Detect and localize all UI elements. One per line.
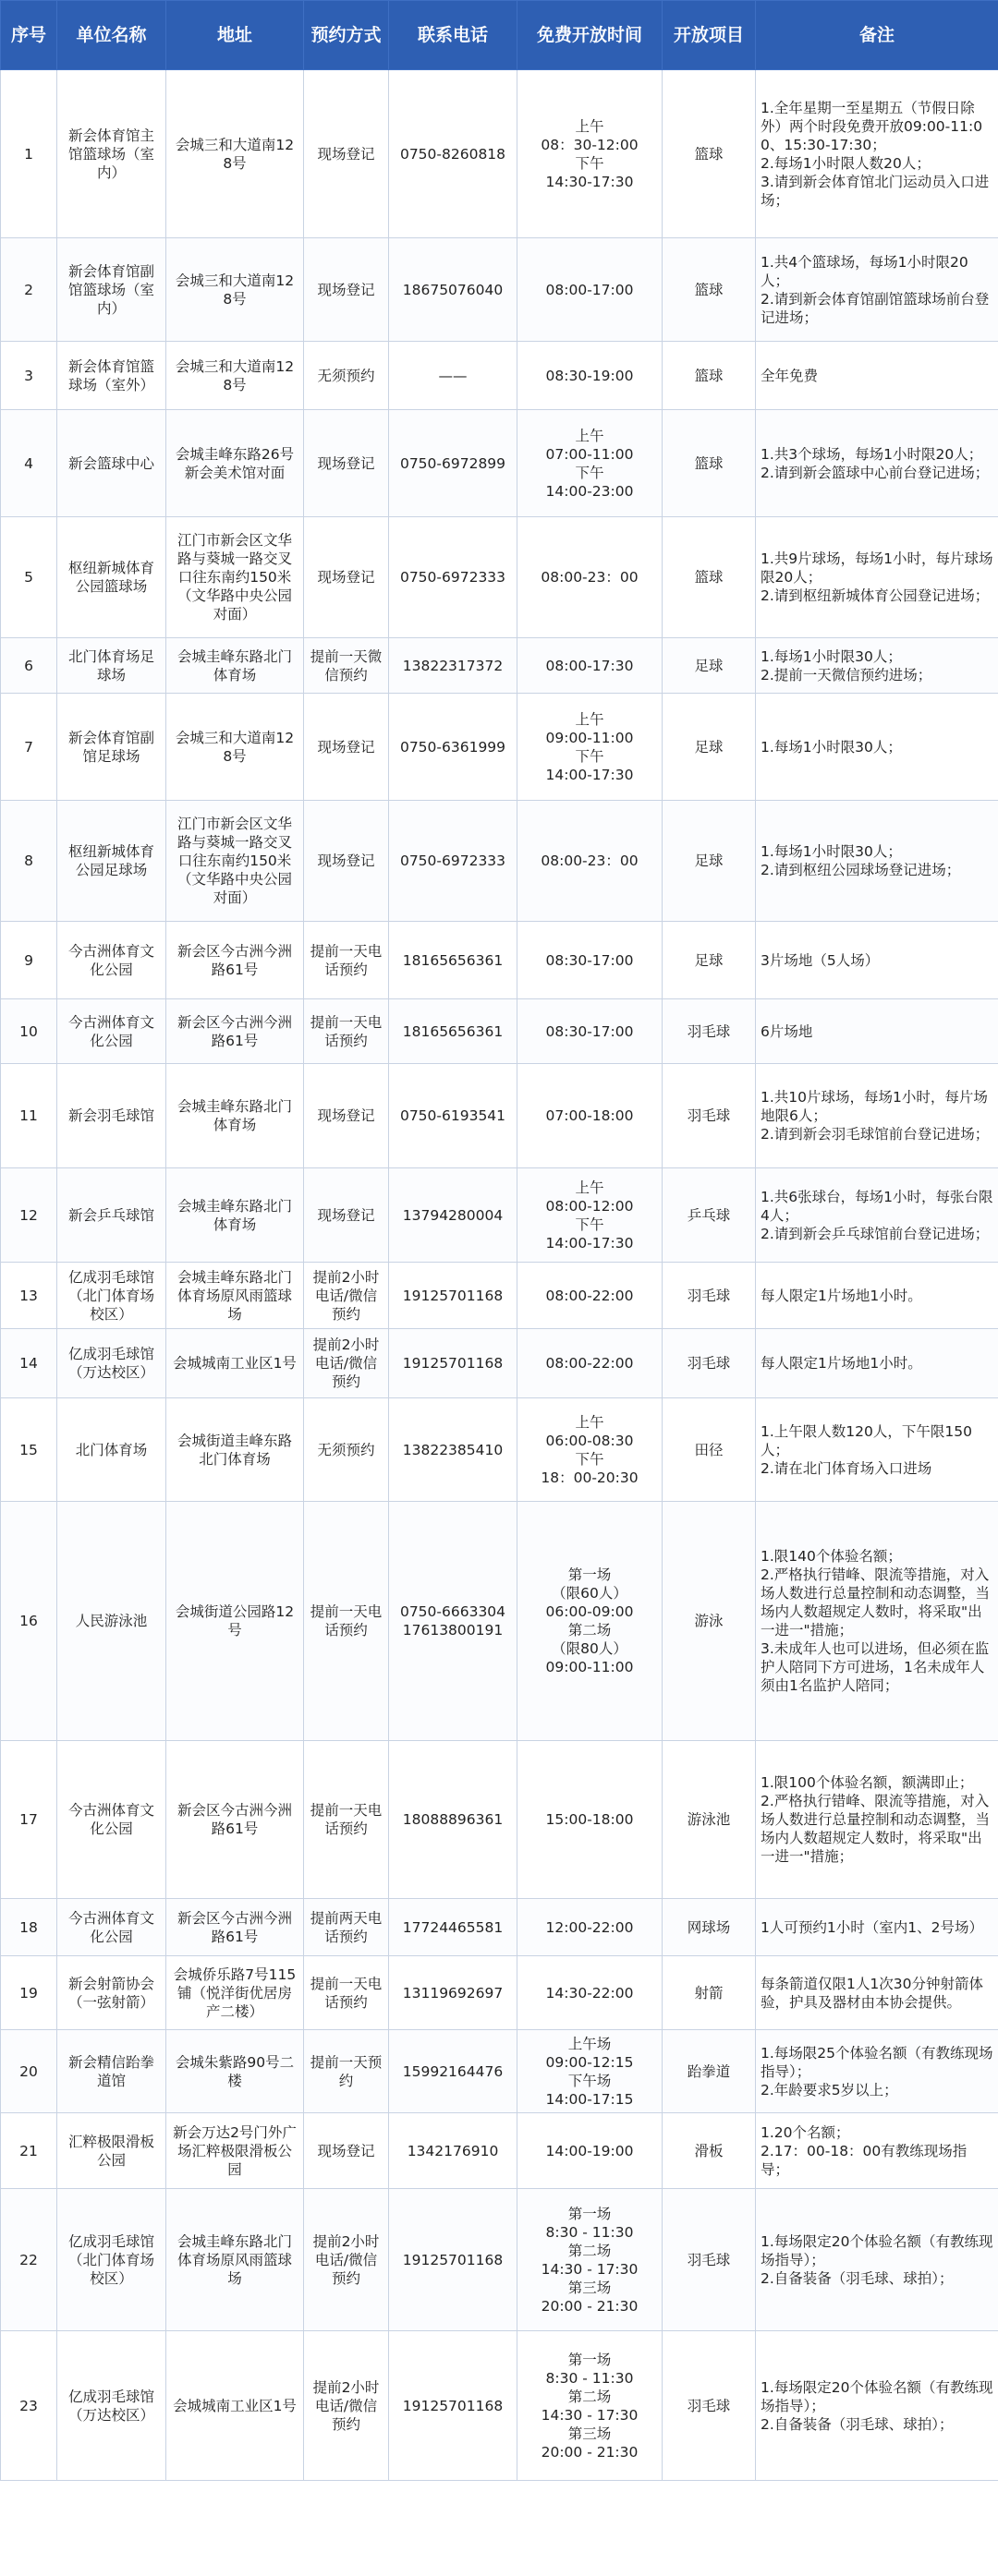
cell-index: 18 (1, 1899, 57, 1956)
cell-notes: 1.每场1小时限30人； 2.提前一天微信预约进场； (756, 638, 998, 694)
cell-venue: 新会羽毛球馆 (57, 1064, 166, 1168)
cell-hours: 08:00-22:00 (517, 1263, 663, 1329)
cell-venue: 亿成羽毛球馆（北门体育场校区） (57, 2189, 166, 2331)
table-row (1, 1263, 998, 1329)
table-row (1, 2113, 998, 2189)
cell-hours: 08:30-19:00 (517, 342, 663, 410)
cell-hours: 08:00-22:00 (517, 1329, 663, 1398)
cell-notes: 1.共4个篮球场，每场1小时限20人； 2.请到新会体育馆副馆篮球场前台登记进场； (756, 238, 998, 342)
cell-phone: 0750-6663304 17613800191 (389, 1502, 517, 1741)
cell-notes: 1.共6张球台，每场1小时，每张台限4人； 2.请到新会乒乓球馆前台登记进场； (756, 1168, 998, 1263)
cell-address: 会城城南工业区1号 (166, 1329, 304, 1398)
table-row (1, 801, 998, 922)
cell-phone: 13822317372 (389, 638, 517, 694)
cell-notes: 1.共9片球场，每场1小时，每片球场限20人； 2.请到枢纽新城体育公园登记进场； (756, 517, 998, 638)
cell-index: 14 (1, 1329, 57, 1398)
cell-notes: 6片场地 (756, 999, 998, 1064)
cell-notes: 3片场地（5人场） (756, 922, 998, 999)
cell-venue: 新会乒乓球馆 (57, 1168, 166, 1263)
cell-booking: 现场登记 (304, 1064, 389, 1168)
col-header-index: 序号 (1, 1, 57, 70)
cell-booking: 提前2小时电话/微信预约 (304, 1263, 389, 1329)
cell-sport: 篮球 (663, 410, 756, 517)
cell-address: 会城三和大道南128号 (166, 70, 304, 238)
cell-address: 会城街道公园路12号 (166, 1502, 304, 1741)
table-row (1, 1329, 998, 1398)
cell-sport: 乒乓球 (663, 1168, 756, 1263)
cell-phone: —— (389, 342, 517, 410)
cell-sport: 滑板 (663, 2113, 756, 2189)
cell-booking: 现场登记 (304, 238, 389, 342)
cell-phone: 18675076040 (389, 238, 517, 342)
cell-hours: 第一场 8:30 - 11:30 第二场 14:30 - 17:30 第三场 20:00 - 21:30 (517, 2189, 663, 2331)
cell-notes: 每条箭道仅限1人1次30分钟射箭体验，护具及器材由本协会提供。 (756, 1956, 998, 2030)
cell-booking: 提前2小时电话/微信预约 (304, 2331, 389, 2481)
cell-venue: 新会体育馆副馆足球场 (57, 694, 166, 801)
cell-venue: 今古洲体育文化公园 (57, 1741, 166, 1899)
cell-notes: 1.共3个球场，每场1小时限20人； 2.请到新会篮球中心前台登记进场； (756, 410, 998, 517)
table-row (1, 2331, 998, 2481)
cell-sport: 射箭 (663, 1956, 756, 2030)
cell-booking: 现场登记 (304, 2113, 389, 2189)
cell-hours: 第一场 （限60人） 06:00-09:00 第二场 （限80人） 09:00-11:00 (517, 1502, 663, 1741)
cell-index: 17 (1, 1741, 57, 1899)
cell-phone: 19125701168 (389, 1329, 517, 1398)
cell-sport: 篮球 (663, 517, 756, 638)
table-row (1, 694, 998, 801)
table-row (1, 70, 998, 238)
cell-index: 16 (1, 1502, 57, 1741)
cell-address: 会城三和大道南128号 (166, 238, 304, 342)
cell-address: 会城侨乐路7号115铺（悦洋街优居房产二楼） (166, 1956, 304, 2030)
cell-index: 9 (1, 922, 57, 999)
cell-booking: 提前一天预约 (304, 2030, 389, 2113)
cell-hours: 07:00-18:00 (517, 1064, 663, 1168)
cell-sport: 羽毛球 (663, 1329, 756, 1398)
cell-hours: 08:00-17:30 (517, 638, 663, 694)
cell-sport: 游泳池 (663, 1741, 756, 1899)
cell-index: 1 (1, 70, 57, 238)
cell-phone: 19125701168 (389, 1263, 517, 1329)
cell-hours: 12:00-22:00 (517, 1899, 663, 1956)
cell-index: 20 (1, 2030, 57, 2113)
cell-index: 4 (1, 410, 57, 517)
cell-hours: 上午 07:00-11:00 下午 14:00-23:00 (517, 410, 663, 517)
cell-index: 12 (1, 1168, 57, 1263)
cell-sport: 羽毛球 (663, 2189, 756, 2331)
cell-index: 5 (1, 517, 57, 638)
cell-index: 15 (1, 1398, 57, 1502)
cell-notes: 1.上午限人数120人，下午限150人； 2.请在北门体育场入口进场 (756, 1398, 998, 1502)
table-body (1, 70, 998, 2481)
cell-venue: 人民游泳池 (57, 1502, 166, 1741)
cell-hours: 上午 06:00-08:30 下午 18：00-20:30 (517, 1398, 663, 1502)
cell-index: 19 (1, 1956, 57, 2030)
cell-sport: 羽毛球 (663, 1064, 756, 1168)
cell-booking: 现场登记 (304, 1168, 389, 1263)
cell-phone: 13794280004 (389, 1168, 517, 1263)
cell-booking: 现场登记 (304, 694, 389, 801)
cell-phone: 0750-6972333 (389, 801, 517, 922)
cell-address: 会城圭峰东路26号 新会美术馆对面 (166, 410, 304, 517)
cell-address: 江门市新会区文华路与葵城一路交叉口往东南约150米（文华路中央公园对面） (166, 801, 304, 922)
cell-phone: 17724465581 (389, 1899, 517, 1956)
cell-hours: 14:00-19:00 (517, 2113, 663, 2189)
cell-index: 13 (1, 1263, 57, 1329)
cell-notes: 1.每场1小时限30人； (756, 694, 998, 801)
cell-notes: 1.限100个体验名额，额满即止； 2.严格执行错峰、限流等措施，对入场人数进行总量控制和动态调整，当场内人数超规定人数时，将采取"出一进一"措施； (756, 1741, 998, 1899)
cell-phone: 13822385410 (389, 1398, 517, 1502)
cell-address: 新会万达2号门外广场汇粹极限滑板公园 (166, 2113, 304, 2189)
cell-venue: 新会体育馆篮球场（室外） (57, 342, 166, 410)
cell-sport: 足球 (663, 801, 756, 922)
cell-index: 11 (1, 1064, 57, 1168)
cell-phone: 0750-6361999 (389, 694, 517, 801)
cell-notes: 每人限定1片场地1小时。 (756, 1263, 998, 1329)
cell-hours: 第一场 8:30 - 11:30 第二场 14:30 - 17:30 第三场 20:00 - 21:30 (517, 2331, 663, 2481)
table-row (1, 922, 998, 999)
header-row (1, 1, 998, 70)
cell-phone: 1342176910 (389, 2113, 517, 2189)
cell-venue: 今古洲体育文化公园 (57, 1899, 166, 1956)
cell-venue: 汇粹极限滑板公园 (57, 2113, 166, 2189)
cell-booking: 提前一天电话预约 (304, 1741, 389, 1899)
table-row (1, 2030, 998, 2113)
cell-notes: 1.限140个体验名额； 2.严格执行错峰、限流等措施，对入场人数进行总量控制和动态调整，当场内人数超规定人数时，将采取"出一进一"措施； 3.未成年人也可以进场，但必须在监护人陪同下方可进场，1名未成年人须由1名监护人陪同； (756, 1502, 998, 1741)
cell-phone: 19125701168 (389, 2331, 517, 2481)
col-header-hours: 免费开放时间 (517, 1, 663, 70)
cell-address: 会城城南工业区1号 (166, 2331, 304, 2481)
cell-hours: 上午 09:00-11:00 下午 14:00-17:30 (517, 694, 663, 801)
table-row (1, 1956, 998, 2030)
cell-address: 会城圭峰东路北门体育场 (166, 1064, 304, 1168)
cell-venue: 新会体育馆主馆篮球场（室内） (57, 70, 166, 238)
cell-booking: 现场登记 (304, 410, 389, 517)
cell-notes: 1.每场限定20个体验名额（有教练现场指导）； 2.自备装备（羽毛球、球拍）； (756, 2189, 998, 2331)
cell-venue: 亿成羽毛球馆（万达校区） (57, 2331, 166, 2481)
cell-index: 22 (1, 2189, 57, 2331)
cell-booking: 提前一天电话预约 (304, 1502, 389, 1741)
cell-hours: 上午 08:00-12:00 下午 14:00-17:30 (517, 1168, 663, 1263)
table-row (1, 638, 998, 694)
cell-booking: 提前2小时电话/微信预约 (304, 2189, 389, 2331)
cell-index: 10 (1, 999, 57, 1064)
table-row (1, 1064, 998, 1168)
cell-phone: 0750-6193541 (389, 1064, 517, 1168)
col-header-sport: 开放项目 (663, 1, 756, 70)
cell-booking: 现场登记 (304, 517, 389, 638)
cell-address: 会城圭峰东路北门体育场 (166, 638, 304, 694)
cell-address: 新会区今古洲今洲路61号 (166, 999, 304, 1064)
cell-address: 会城三和大道南128号 (166, 342, 304, 410)
table-row (1, 999, 998, 1064)
cell-index: 3 (1, 342, 57, 410)
table-row (1, 410, 998, 517)
cell-sport: 足球 (663, 638, 756, 694)
cell-sport: 跆拳道 (663, 2030, 756, 2113)
cell-notes: 全年免费 (756, 342, 998, 410)
cell-index: 6 (1, 638, 57, 694)
cell-address: 会城三和大道南128号 (166, 694, 304, 801)
cell-booking: 提前一天电话预约 (304, 999, 389, 1064)
cell-phone: 18165656361 (389, 922, 517, 999)
cell-phone: 15992164476 (389, 2030, 517, 2113)
cell-venue: 枢纽新城体育公园足球场 (57, 801, 166, 922)
cell-phone: 18165656361 (389, 999, 517, 1064)
table-row (1, 2189, 998, 2331)
cell-booking: 现场登记 (304, 801, 389, 922)
cell-venue: 亿成羽毛球馆（北门体育场校区） (57, 1263, 166, 1329)
cell-sport: 篮球 (663, 342, 756, 410)
cell-venue: 新会精信跆拳道馆 (57, 2030, 166, 2113)
cell-notes: 1.共10片球场，每场1小时，每片场地限6人； 2.请到新会羽毛球馆前台登记进场； (756, 1064, 998, 1168)
cell-hours: 14:30-22:00 (517, 1956, 663, 2030)
cell-index: 23 (1, 2331, 57, 2481)
table-row (1, 1741, 998, 1899)
cell-booking: 提前一天微信预约 (304, 638, 389, 694)
cell-venue: 今古洲体育文化公园 (57, 922, 166, 999)
cell-hours: 上午场 09:00-12:15 下午场 14:00-17:15 (517, 2030, 663, 2113)
col-header-address: 地址 (166, 1, 304, 70)
col-header-phone: 联系电话 (389, 1, 517, 70)
cell-hours: 08:00-23：00 (517, 801, 663, 922)
col-header-venue: 单位名称 (57, 1, 166, 70)
cell-sport: 羽毛球 (663, 1263, 756, 1329)
cell-venue: 新会篮球中心 (57, 410, 166, 517)
cell-booking: 无须预约 (304, 342, 389, 410)
cell-hours: 15:00-18:00 (517, 1741, 663, 1899)
cell-index: 2 (1, 238, 57, 342)
cell-booking: 现场登记 (304, 70, 389, 238)
cell-hours: 08:30-17:00 (517, 922, 663, 999)
cell-sport: 篮球 (663, 70, 756, 238)
cell-notes: 1.每场1小时限30人； 2.请到枢纽公园球场登记进场； (756, 801, 998, 922)
cell-address: 新会区今古洲今洲路61号 (166, 1899, 304, 1956)
col-header-notes: 备注 (756, 1, 998, 70)
cell-phone: 19125701168 (389, 2189, 517, 2331)
cell-sport: 田径 (663, 1398, 756, 1502)
table-row (1, 238, 998, 342)
cell-venue: 新会射箭协会（一弦射箭） (57, 1956, 166, 2030)
cell-sport: 羽毛球 (663, 2331, 756, 2481)
cell-sport: 足球 (663, 694, 756, 801)
cell-notes: 1.20个名额； 2.17：00-18：00有教练现场指导； (756, 2113, 998, 2189)
cell-venue: 北门体育场足球场 (57, 638, 166, 694)
cell-address: 新会区今古洲今洲路61号 (166, 1741, 304, 1899)
table-row (1, 342, 998, 410)
cell-phone: 18088896361 (389, 1741, 517, 1899)
cell-notes: 1人可预约1小时（室内1、2号场） (756, 1899, 998, 1956)
cell-address: 江门市新会区文华路与葵城一路交叉口往东南约150米（文华路中央公园对面） (166, 517, 304, 638)
table-row (1, 1398, 998, 1502)
table-row (1, 517, 998, 638)
cell-address: 会城圭峰东路北门体育场原风雨篮球场 (166, 1263, 304, 1329)
cell-hours: 08:00-23：00 (517, 517, 663, 638)
cell-sport: 游泳 (663, 1502, 756, 1741)
table-header (1, 1, 998, 70)
cell-address: 会城街道圭峰东路北门体育场 (166, 1398, 304, 1502)
cell-hours: 08:30-17:00 (517, 999, 663, 1064)
cell-address: 会城圭峰东路北门体育场 (166, 1168, 304, 1263)
cell-phone: 13119692697 (389, 1956, 517, 2030)
cell-venue: 新会体育馆副馆篮球场（室内） (57, 238, 166, 342)
cell-phone: 0750-6972333 (389, 517, 517, 638)
cell-booking: 无须预约 (304, 1398, 389, 1502)
col-header-booking: 预约方式 (304, 1, 389, 70)
cell-notes: 1.每场限定20个体验名额（有教练现场指导）； 2.自备装备（羽毛球、球拍）； (756, 2331, 998, 2481)
cell-address: 新会区今古洲今洲路61号 (166, 922, 304, 999)
cell-index: 21 (1, 2113, 57, 2189)
table-row (1, 1899, 998, 1956)
cell-address: 会城朱紫路90号二楼 (166, 2030, 304, 2113)
table-row (1, 1502, 998, 1741)
cell-venue: 今古洲体育文化公园 (57, 999, 166, 1064)
cell-booking: 提前两天电话预约 (304, 1899, 389, 1956)
cell-address: 会城圭峰东路北门体育场原风雨篮球场 (166, 2189, 304, 2331)
cell-phone: 0750-8260818 (389, 70, 517, 238)
cell-booking: 提前2小时电话/微信预约 (304, 1329, 389, 1398)
cell-index: 7 (1, 694, 57, 801)
cell-sport: 篮球 (663, 238, 756, 342)
cell-venue: 亿成羽毛球馆（万达校区） (57, 1329, 166, 1398)
table-row (1, 1168, 998, 1263)
cell-notes: 每人限定1片场地1小时。 (756, 1329, 998, 1398)
cell-hours: 08:00-17:00 (517, 238, 663, 342)
cell-sport: 足球 (663, 922, 756, 999)
cell-hours: 上午 08：30-12:00 下午 14:30-17:30 (517, 70, 663, 238)
cell-index: 8 (1, 801, 57, 922)
cell-venue: 枢纽新城体育公园篮球场 (57, 517, 166, 638)
cell-notes: 1.每场限25个体验名额（有教练现场指导）； 2.年龄要求5岁以上； (756, 2030, 998, 2113)
cell-phone: 0750-6972899 (389, 410, 517, 517)
cell-sport: 网球场 (663, 1899, 756, 1956)
cell-booking: 提前一天电话预约 (304, 922, 389, 999)
cell-sport: 羽毛球 (663, 999, 756, 1064)
cell-venue: 北门体育场 (57, 1398, 166, 1502)
cell-booking: 提前一天电话预约 (304, 1956, 389, 2030)
cell-notes: 1.全年星期一至星期五（节假日除外）两个时段免费开放09:00-11:00、15:30-17:30； 2.每场1小时限人数20人； 3.请到新会体育馆北门运动员入口进场； (756, 70, 998, 238)
